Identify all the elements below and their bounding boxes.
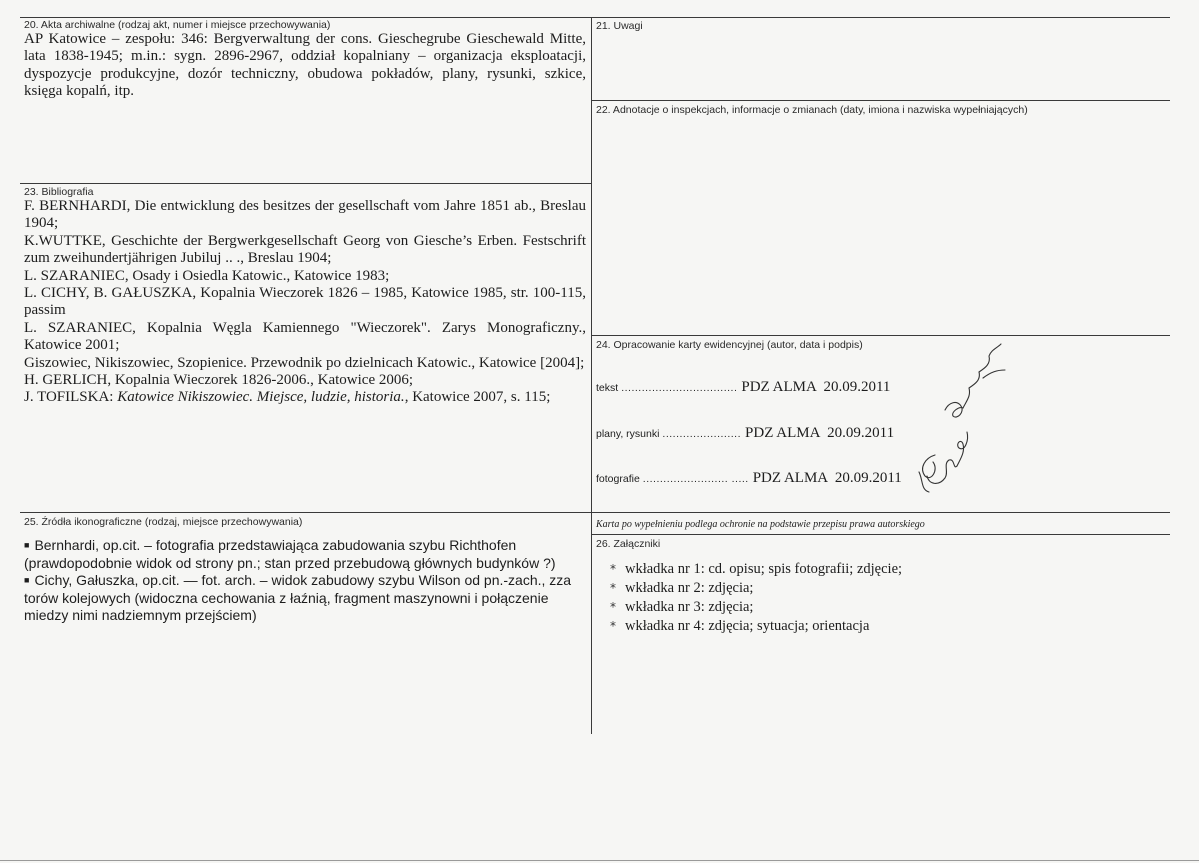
source-item: ■ Cichy, Gałuszka, op.cit. — fot. arch. – widok zabudowy szybu Wilson od pn.-zach., zza torów kolejowych (widoczna cechowania z łaźnią, fragment maszynowni i połączenie miedzy nimi nadziemnym przejściem)	[24, 572, 572, 623]
section-22-label: 22. Adnotacje o inspekcjach, informacje o zmianach (daty, imiona i nazwiska wypełniających)	[596, 104, 1028, 116]
divider-24-note	[591, 512, 1170, 513]
section-20-text: AP Katowice – zespołu: 346: Bergverwaltung der cons. Gieschegrube Gieschewald Mitte, lata 1838-1945; m.in.: sygn. 2896-2967, oddział kopalniany – organizacja eksploatacji, dyspozycje produkcyjne, dozór techniczny, obudowa pokładów, plany, rysunki, szkice, księga kopalń, itp.	[24, 31, 586, 100]
attachment-item: * wkładka nr 4: zdjęcia; sytuacja; orientacja	[610, 618, 870, 634]
bibliography-author: J. TOFILSKA:	[24, 389, 118, 406]
asterisk-icon: *	[610, 562, 616, 576]
section-24-label: 24. Opracowanie karty ewidencyjnej (autor, data i podpis)	[596, 339, 863, 351]
asterisk-icon: *	[610, 581, 616, 595]
row-value: PDZ ALMA 20.09.2011	[752, 470, 902, 486]
bibliography-entry: L. CICHY, B. GAŁUSZKA, Kopalnia Wieczorek 1826 – 1985, Katowice 1985, str. 100-115, passim	[24, 285, 586, 319]
section-20-archival-records	[24, 19, 586, 101]
handwritten-signature	[905, 340, 1035, 500]
source-item: ■ Bernhardi, op.cit. – fotografia przedstawiająca zabudowania szybu Richthofen (prawdopodobnie widok od strony pn.; stan przed przebudową głównych budynków ?)	[24, 537, 556, 571]
preparation-row-photos	[596, 470, 902, 487]
copyright-note: Karta po wypełnieniu podlega ochronie na podstawie przepisu prawa autorskiego	[596, 519, 925, 530]
bibliography-entry: H. GERLICH, Kopalnia Wieczorek 1826-2006., Katowice 2006;	[24, 372, 414, 389]
bullet-icon: ■	[24, 575, 30, 585]
bibliography-entry: F. BERNHARDI, Die entwicklung des besitzes der gesellschaft vom Jahre 1851 ab., Breslau 1904;	[24, 198, 586, 232]
attachments-list	[610, 560, 902, 636]
divider-24	[591, 335, 1170, 336]
bibliography-entry: Giszowiec, Nikiszowiec, Szopienice. Przewodnik po dzielnicach Katowic., Katowice [2004];	[24, 354, 585, 371]
section-23-bibliography	[24, 186, 586, 407]
attachment-item: * wkładka nr 1: cd. opisu; spis fotografii; zdjęcie;	[610, 561, 903, 577]
bibliography-entry: L. SZARANIEC, Osady i Osiedla Katowic., Katowice 1983;	[24, 267, 390, 284]
preparation-row-text	[596, 379, 890, 396]
row-label: tekst	[596, 382, 619, 394]
bullet-icon: ■	[24, 540, 30, 550]
row-dots: .......................	[662, 428, 742, 440]
section-21-remarks	[596, 20, 643, 32]
bibliography-entry-tofilska	[24, 389, 586, 406]
row-label: fotografie	[596, 473, 640, 485]
bottom-edge	[0, 860, 1199, 861]
bibliography-entry: L. SZARANIEC, Kopalnia Węgla Kamiennego "Wieczorek". Zarys Monograficzny., Katowice 2001;	[24, 319, 586, 354]
asterisk-icon: *	[610, 619, 616, 633]
section-25-iconographic-sources	[24, 516, 586, 625]
top-rule	[20, 17, 1170, 18]
divider-20-23	[20, 183, 591, 184]
section-26-attachments	[596, 538, 902, 636]
attachment-item: * wkładka nr 3: zdjęcia;	[610, 599, 754, 615]
row-value: PDZ ALMA 20.09.2011	[745, 425, 895, 441]
section-22-inspections	[596, 104, 1028, 116]
section-21-label: 21. Uwagi	[596, 20, 643, 32]
attachment-item: * wkładka nr 2: zdjęcia;	[610, 580, 754, 596]
row-value: PDZ ALMA 20.09.2011	[741, 379, 891, 395]
section-24-card-preparation	[596, 339, 863, 351]
section-20-label: 20. Akta archiwalne (rodzaj akt, numer i miejsce przechowywania)	[24, 19, 331, 31]
divider-note-26	[591, 534, 1170, 535]
row-dots: ......................... .....	[642, 473, 749, 485]
preparation-row-drawings	[596, 425, 894, 442]
row-label: plany, rysunki	[596, 428, 660, 440]
section-25-label: 25. Źródła ikonograficzne (rodzaj, miejsce przechowywania)	[24, 516, 303, 528]
center-divider	[591, 17, 592, 734]
divider-23-25	[20, 512, 591, 513]
bibliography-entry: K.WUTTKE, Geschichte der Bergwerkgesellschaft Georg von Giesche’s Erben. Festschrift zum zweihundertjährigen Jubiluj .. ., Breslau 1904;	[24, 232, 586, 267]
bibliography-title: Katowice Nikiszowiec. Miejsce, ludzie, historia.	[117, 389, 405, 406]
section-26-label: 26. Załączniki	[596, 538, 661, 550]
divider-22	[591, 100, 1170, 101]
section-23-label: 23. Bibliografia	[24, 186, 94, 198]
asterisk-icon: *	[610, 600, 616, 614]
bibliography-rest: , Katowice 2007, s. 115;	[404, 389, 551, 406]
row-dots: ..................................	[621, 382, 738, 394]
